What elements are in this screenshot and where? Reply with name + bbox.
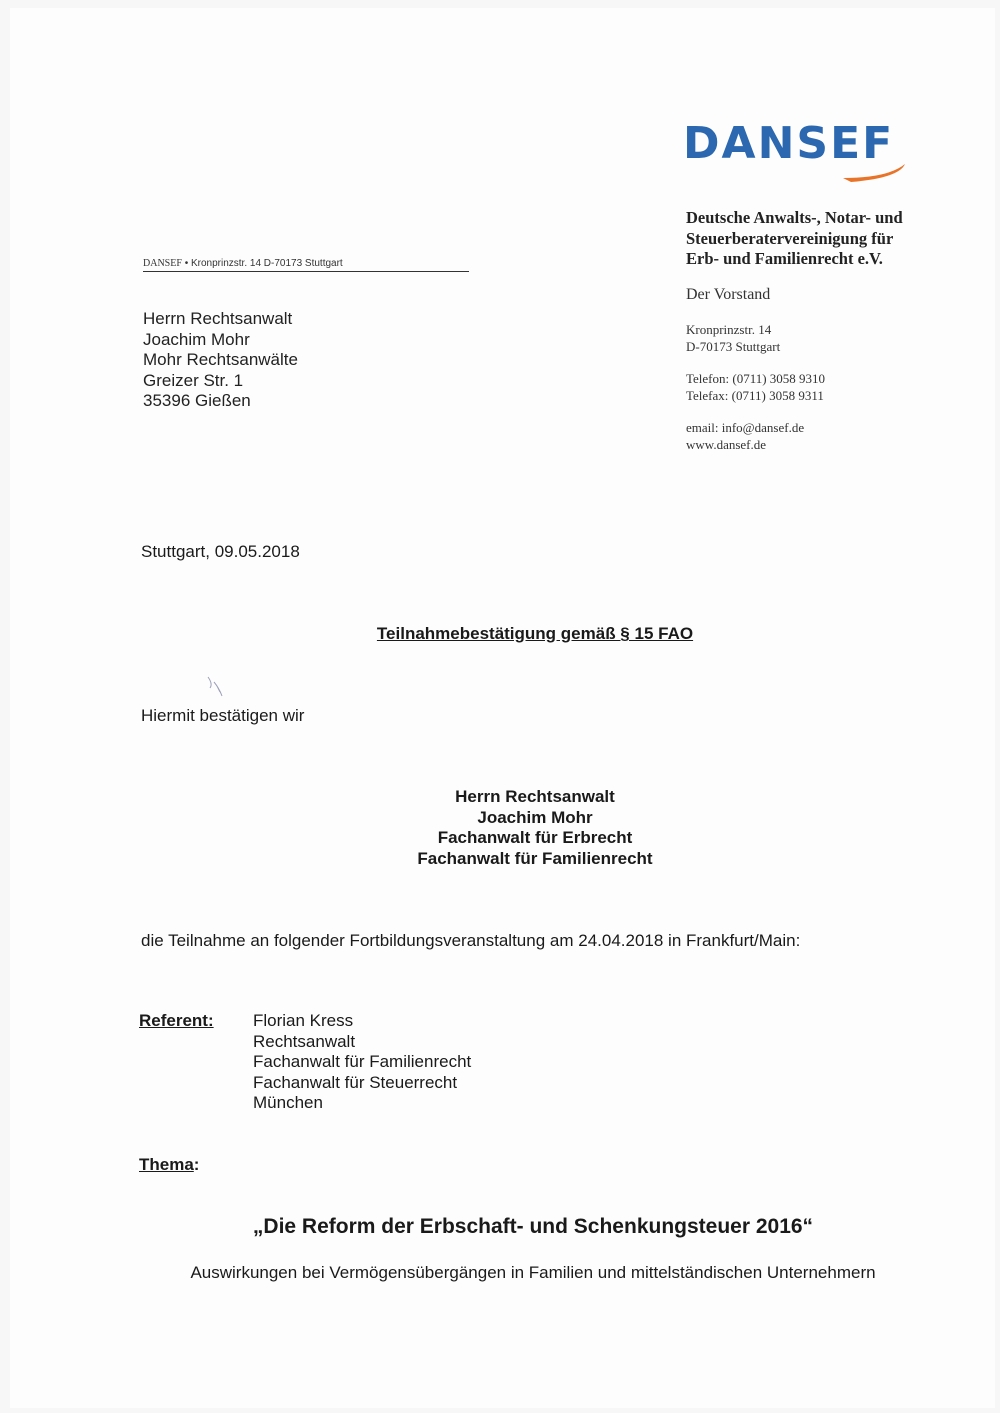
board-label: Der Vorstand — [686, 286, 771, 303]
address-line: Kronprinzstr. 14 — [686, 322, 772, 337]
recipient-line: 35396 Gießen — [143, 391, 251, 410]
letterhead-address — [686, 322, 780, 355]
participation-text: die Teilnahme an folgender Fortbildungsveranstaltung am 24.04.2018 in Frankfurt/Main: — [141, 931, 801, 950]
intro-text: Hiermit bestätigen wir — [141, 706, 305, 725]
sender-brand: DANSEF — [143, 258, 182, 269]
logo-text: DANSEF — [683, 118, 895, 169]
sender-return-line — [143, 258, 469, 272]
fax-line: Telefax: (0711) 3058 9311 — [686, 387, 824, 403]
honoree-line: Herrn Rechtsanwalt — [455, 787, 615, 806]
recipient-line: Herrn Rechtsanwalt — [143, 309, 293, 328]
recipient-line: Mohr Rechtsanwälte — [143, 350, 298, 369]
subject-text: Teilnahmebestätigung gemäß § 15 FAO — [376, 624, 694, 643]
honoree-block — [0, 787, 1000, 869]
recipient-address — [143, 309, 298, 412]
referent-line: Fachanwalt für Familienrecht — [253, 1052, 472, 1071]
thema-label-colon: : — [193, 1155, 200, 1174]
organization-name — [686, 208, 946, 270]
referent-line: Florian Kress — [253, 1011, 354, 1030]
recipient-line: Joachim Mohr — [143, 329, 250, 349]
organization-line: Steuerberatervereinigung für — [686, 228, 894, 248]
honoree-line: Fachanwalt für Familienrecht — [417, 848, 653, 868]
thema-subtitle: Auswirkungen bei Vermögensübergängen in Familien und mittelständischen Unternehmern — [190, 1263, 876, 1282]
honoree-line: Fachanwalt für Erbrecht — [437, 828, 633, 847]
referent-line: Fachanwalt für Steuerrecht — [253, 1072, 458, 1092]
recipient-line: Greizer Str. 1 — [143, 370, 244, 390]
address-line: D-70173 Stuttgart — [686, 338, 781, 354]
letter-subject — [0, 624, 1000, 644]
honoree-line: Joachim Mohr — [477, 807, 593, 827]
thema-label — [139, 1155, 199, 1175]
scan-smudge — [205, 674, 227, 700]
organization-line: Deutsche Anwalts-, Notar- und — [686, 208, 903, 227]
letterhead-web — [686, 420, 804, 453]
website-line: www.dansef.de — [686, 436, 767, 452]
referent-details — [253, 1011, 471, 1114]
sender-address: • Kronprinzstr. 14 D-70173 Stuttgart — [184, 258, 343, 269]
phone-line: Telefon: (0711) 3058 9310 — [686, 371, 826, 386]
organization-line: Erb- und Familienrecht e.V. — [686, 249, 883, 268]
referent-label: Referent: — [139, 1011, 214, 1030]
referent-line: Rechtsanwalt — [253, 1031, 356, 1051]
referent-line: München — [253, 1093, 323, 1112]
logo-swoosh-icon — [843, 126, 933, 186]
dansef-logo — [683, 118, 933, 188]
thema-title: „Die Reform der Erbschaft- und Schenkungsteuer 2016“ — [252, 1215, 814, 1238]
thema-label-text: Thema — [139, 1155, 194, 1174]
letter-date: Stuttgart, 09.05.2018 — [141, 542, 300, 561]
email-line: email: info@dansef.de — [686, 420, 805, 435]
letterhead-phone — [686, 371, 825, 404]
